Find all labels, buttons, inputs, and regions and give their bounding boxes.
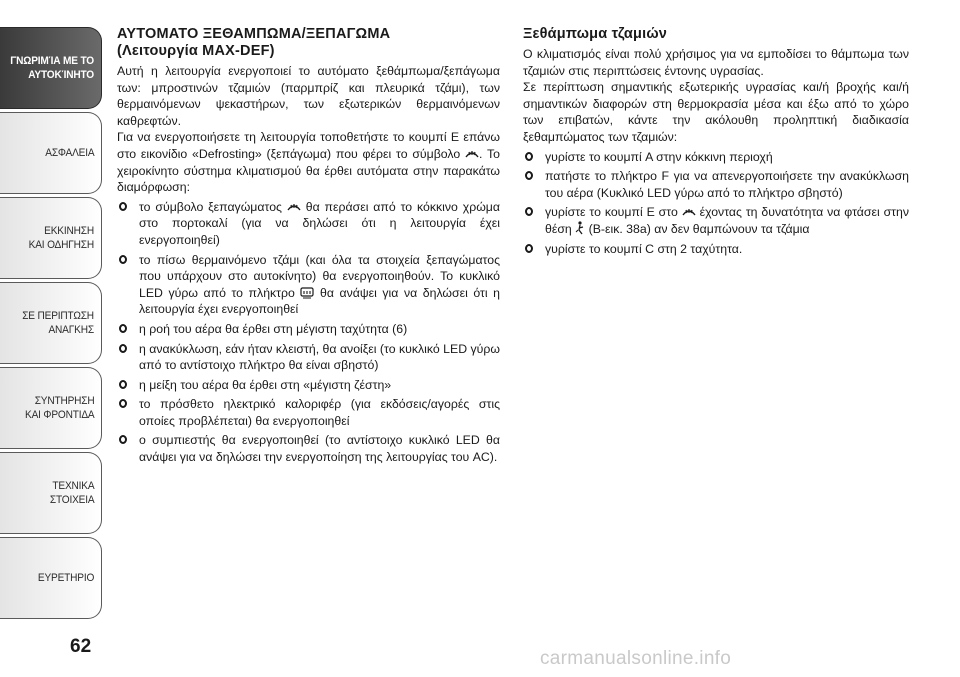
activation-text-end: . Το χειροκίνητο σύστημα κλιματισμού θα έρθει αυτόματα στην παρακάτω διαμόρφωση:	[117, 146, 500, 195]
activation-paragraph	[117, 129, 500, 195]
item-text: γυρίστε το κουμπί E στο	[545, 205, 678, 220]
bullet-icon	[525, 171, 533, 180]
item-text: ο συμπιεστής θα ενεργοποιηθεί (το αντίστοιχο κυκλικό LED θα ανάψει για να δηλώσει την ενεργοποίηση της λειτουργίας του AC).	[139, 433, 500, 465]
list-item	[523, 241, 909, 258]
defrost-icon	[682, 206, 696, 218]
title-text: ΑΥΤΟΜΑΤΟ ΞΕΘΑΜΠΩΜΑ/ΞΕΠΑΓΩΜΑ	[117, 26, 391, 42]
bullet-icon	[119, 399, 127, 408]
item-text: η ανακύκλωση, εάν ήταν κλειστή, θα ανοίξει (το κυκλικό LED γύρω από το αντίστοιχο πλήκτρο θα είναι σβηστό)	[139, 341, 500, 373]
list-item	[117, 341, 500, 374]
bullet-icon	[525, 152, 533, 161]
tab-label: ΣΕ ΠΕΡΙΠΤΩΣΗ ΑΝΑΓΚΗΣ	[22, 310, 94, 336]
tab-label: ΕΥΡΕΤΗΡΙΟ	[37, 572, 94, 584]
item-text-end: θα ανάψει για να δηλώσει ότι η λειτουργία έχει ενεργοποιηθεί	[139, 285, 501, 317]
activation-text: Για να ενεργοποιήσετε τη λειτουργία τοποθετήστε το κουμπί E επάνω στο εικονίδιο «Defrosting» (ξεπάγωμα) που φέρει το σύμβολο	[117, 130, 500, 161]
intro-paragraph: Ο κλιματισμός είναι πολύ χρήσιμος για να εμποδίσει το θάμπωμα των τζαμιών στις περιπτώσεις έντονης υγρασίας.	[523, 47, 909, 78]
bullet-icon	[119, 344, 127, 353]
bullet-icon	[119, 324, 127, 333]
tab-getting-to-know[interactable]	[0, 27, 102, 109]
bullet-icon	[525, 207, 533, 216]
procedure-paragraph: Σε περίπτωση σημαντικής εξωτερικής υγρασίας και/ή βροχής και/ή σημαντικών διαφορών στη θερμοκρασία μέσα και έξω από το χώρο των επιβατών, κάντε την ακόλουθη προληπτική διαδικασία ξεθαμπώματος των τζαμιών:	[523, 80, 909, 144]
list-item	[523, 204, 909, 237]
list-item	[523, 168, 909, 201]
rear-window-defrost-icon	[300, 287, 314, 299]
item-text-middle: έχοντας τη δυνατότητα να φτάσει στην θέση	[545, 205, 909, 236]
page-number: 62	[70, 636, 92, 657]
airflow-person-icon	[575, 221, 585, 235]
bullet-icon	[119, 202, 127, 211]
tab-label: ΑΣΦΑΛΕΙΑ	[44, 147, 94, 159]
tab-label: ΣΥΝΤΗΡΗΣΗ ΚΑΙ ΦΡΟΝΤΙΔΑ	[24, 395, 94, 421]
item-text-end: θα περάσει από το κόκκινο χρώμα στο πορτοκαλί (για να δηλώσει ότι η λειτουργία έχει ενεργοποιηθεί)	[139, 199, 500, 247]
item-text: γυρίστε το κουμπί C στη 2 ταχύτητα.	[545, 241, 743, 256]
demisting-steps-list	[523, 149, 909, 258]
max-def-list	[117, 199, 500, 466]
bullet-icon	[119, 435, 127, 444]
tab-safety[interactable]	[0, 112, 102, 194]
item-text: γυρίστε το κουμπί A στην κόκκινη περιοχή	[545, 149, 773, 164]
item-text: η ροή του αέρα θα έρθει στη μέγιστη ταχύτητα (6)	[139, 321, 408, 336]
intro-paragraph: Αυτή η λειτουργία ενεργοποιεί το αυτόματο ξεθάμπωμα/ξεπάγωμα των: μπροστινών τζαμιών (παρμπρίζ και πλευρικά τζάμι), των θερμαινόμενων ψεκαστήρων, των εξωτερικών θερμαινόμενων καθρεφτών.	[117, 64, 500, 128]
subtitle-text: (Λειτουργία MAX-DEF)	[117, 43, 275, 59]
tab-maintenance[interactable]	[0, 367, 102, 449]
tab-technical-data[interactable]	[0, 452, 102, 534]
item-text: το σύμβολο ξεπαγώματος	[139, 199, 282, 214]
section-title	[117, 26, 500, 60]
item-text: η μείξη του αέρα θα έρθει στη «μέγιστη ζέστη»	[139, 377, 392, 392]
defrost-icon	[287, 201, 301, 213]
section-title: Ξεθάμπωμα τζαμιών	[523, 26, 668, 42]
list-item	[523, 149, 909, 166]
bullet-icon	[119, 380, 127, 389]
tab-emergency[interactable]	[0, 282, 102, 364]
item-text-end: (Β-εικ. 38a) αν δεν θαμπώνουν τα τζάμια	[588, 221, 810, 236]
list-item	[117, 396, 500, 429]
bullet-icon	[119, 255, 127, 264]
list-item	[117, 377, 500, 394]
bullet-icon	[525, 244, 533, 253]
list-item	[117, 432, 500, 465]
item-text: το πίσω θερμαινόμενο τζάμι (και όλα τα στοιχεία ξεπαγώματος που υπάρχουν στο αυτοκίνητο) θα ενεργοποιηθούν. Το κυκλικό LED γύρω από το πλήκτρο	[139, 252, 500, 300]
tab-label: ΤΕΧΝΙΚΑ ΣΤΟΙΧΕΙΑ	[49, 480, 94, 506]
list-item	[117, 199, 500, 249]
window-demisting-section	[523, 26, 909, 260]
tab-index[interactable]	[0, 537, 102, 619]
max-def-section	[117, 26, 500, 469]
tab-label: ΓΝΩΡΙΜΊΑ ΜΕ ΤΟ ΑΥΤΟΚΊΝΗΤΟ	[10, 55, 94, 81]
list-item	[117, 321, 500, 338]
chapter-tabs	[0, 27, 102, 622]
watermark: carmanualsonline.info	[540, 648, 732, 669]
list-item	[117, 252, 500, 318]
defrost-icon	[465, 148, 479, 160]
tab-label: ΕΚΚΙΝΗΣΗ ΚΑΙ ΟΔΗΓΗΣΗ	[28, 225, 94, 251]
tab-starting-driving[interactable]	[0, 197, 102, 279]
item-text: πατήστε το πλήκτρο F για να απενεργοποιήσετε την ανακύκλωση του αέρα (Κυκλικό LED γύρω από το πλήκτρο σβηστό)	[545, 169, 909, 200]
item-text: το πρόσθετο ηλεκτρικό καλοριφέρ (για εκδόσεις/αγορές στις οποίες προβλέπεται) θα ενεργοποιηθεί	[139, 397, 500, 428]
